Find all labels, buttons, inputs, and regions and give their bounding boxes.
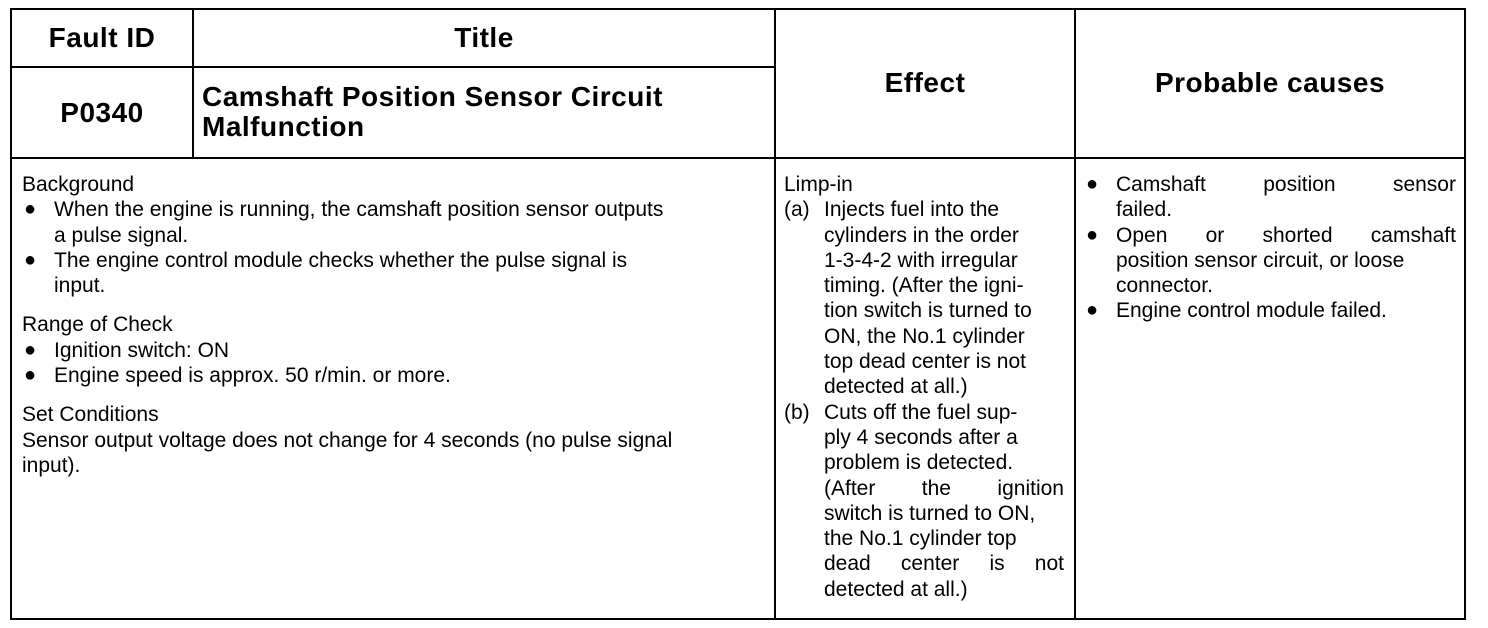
bullet-icon: ● <box>1086 173 1099 195</box>
background-heading: Background <box>22 173 135 196</box>
cause-item: ● Open or shorted camshaft position sensor circuit, or loose connector. <box>1086 223 1456 298</box>
bullet-icon: ● <box>24 198 37 221</box>
header-fault-id: Fault ID <box>48 22 156 53</box>
range-heading: Range of Check <box>22 313 173 337</box>
range-item: ● Engine speed is approx. 50 r/min. or more. <box>24 364 451 388</box>
fault-table <box>10 8 1466 620</box>
cause-item: ● Engine control module failed. <box>1086 299 1387 323</box>
effect-cell <box>784 172 1066 602</box>
limp-in-heading: Limp-in <box>784 173 853 196</box>
effect-item-b: (b) Cuts off the fuel sup- ply 4 seconds after a problem is detected. (After the ignition switch is turned to ON, the No.1 cylinder top dead center is not detected at all.) <box>784 400 1064 601</box>
header-title: Title <box>454 22 514 53</box>
bullet-icon: ● <box>24 248 37 271</box>
bullet-icon: ● <box>1086 299 1099 322</box>
bullet-icon: ● <box>1086 223 1099 246</box>
bullet-icon: ● <box>24 338 37 361</box>
header-probable-causes: Probable causes <box>1154 67 1386 98</box>
bullet-icon: ● <box>24 364 37 387</box>
causes-cell <box>1084 172 1456 324</box>
fault-id-value: P0340 <box>60 96 144 128</box>
description-cell <box>22 172 764 478</box>
background-item: ● The engine control module checks whether the pulse signal is input. <box>24 248 628 298</box>
item-a-marker: (a) <box>784 198 810 222</box>
set-conditions-line-2: input). <box>22 453 81 477</box>
fault-title-line-2: Malfunction <box>202 111 365 142</box>
item-b-marker: (b) <box>784 400 810 424</box>
set-conditions-line-1: Sensor output voltage does not change for 4 seconds (no pulse signal <box>22 428 673 452</box>
effect-item-a: (a) Injects fuel into the cylinders in the order 1-3-4-2 with irregular timing. (After the igni- tion switch is turned to ON, the No.1 cylinder top dead center is not detected at all.) <box>784 198 1032 399</box>
divider-body-row <box>10 157 1466 159</box>
set-conditions-heading: Set Conditions <box>22 403 159 427</box>
cause-item: ● Camshaft position sensor failed. <box>1086 173 1456 222</box>
background-item: ● When the engine is running, the camshaft position sensor outputs a pulse signal. <box>24 198 664 247</box>
fault-title <box>202 82 762 142</box>
header-effect: Effect <box>884 67 966 98</box>
fault-title-line-1: Camshaft Position Sensor Circuit <box>202 81 663 112</box>
range-item: ● Ignition switch: ON <box>24 338 230 362</box>
